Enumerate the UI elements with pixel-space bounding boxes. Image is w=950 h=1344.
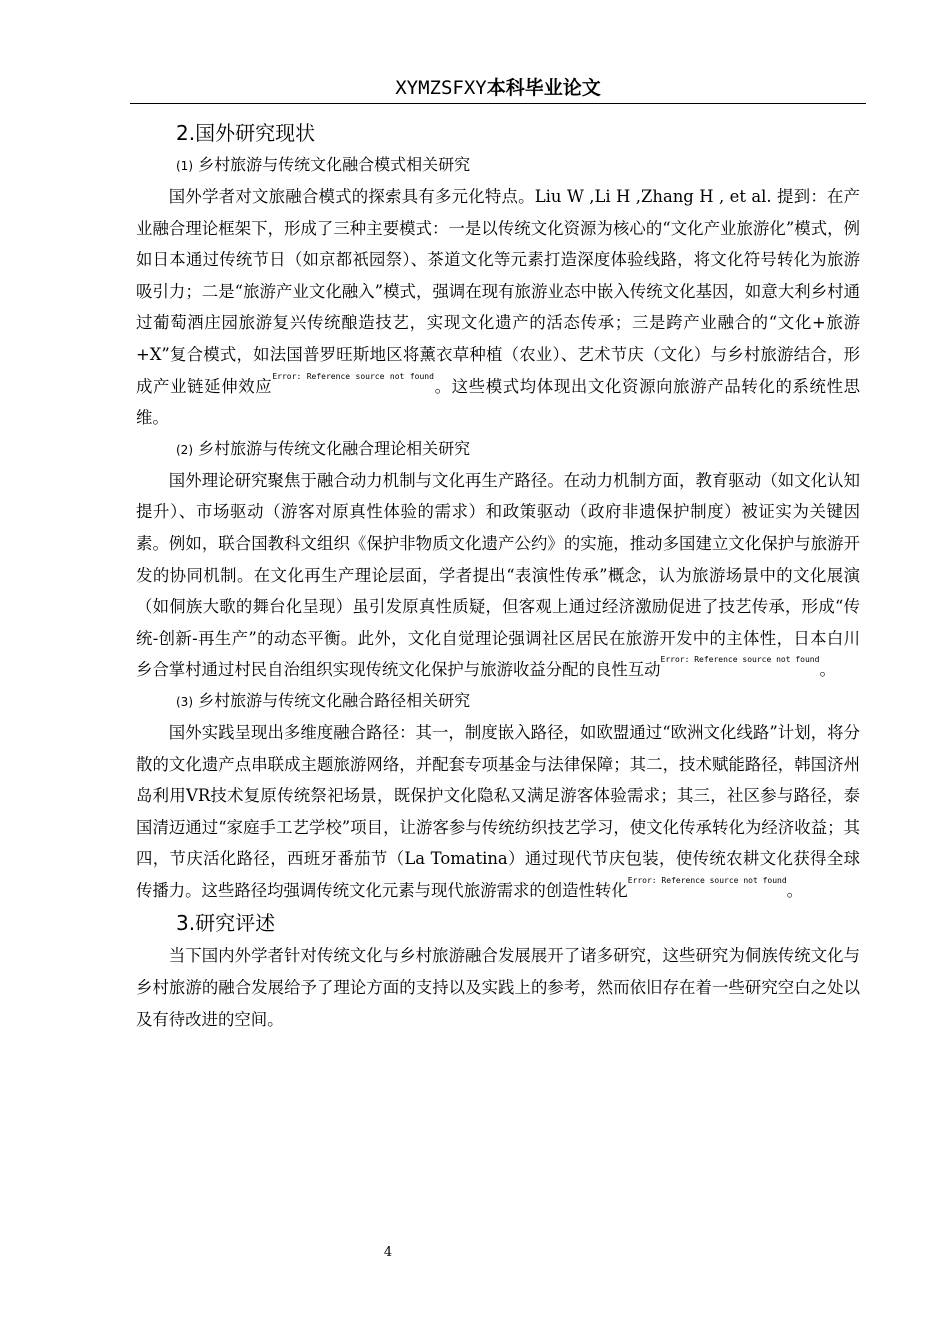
paragraph-theory — [136, 465, 860, 686]
header-title: 本科毕业论文 — [486, 77, 601, 99]
paragraph-tail: 。 — [819, 660, 836, 680]
header-code: XYMZSFXY — [395, 77, 487, 99]
subsection-heading-mode — [136, 150, 860, 181]
paragraph-text: 国外学者对文旅融合模式的探索具有多元化特点。Liu W ,Li H ,Zhang H , et al. 提到：在产业融合理论框架下，形成了三种主要模式：一是以传统文化资源为核心的“文化产业旅游化”模式，例如日本通过传统节日（如京都祇园祭）、茶道文化等元素打造深度体验线路，将文化符号转化为旅游吸引力；二是“旅游产业文化融入”模式，强调在现有旅游业态中嵌入传统文化基因，如意大利乡村通过葡萄酒庄园旅游复兴传统酿造技艺，实现文化遗产的活态传承；三是跨产业融合的“文化+旅游+X”复合模式，如法国普罗旺斯地区将薰衣草种植（农业）、艺术节庆（文化）与乡村旅游结合，形成产业链延伸效应 — [136, 187, 860, 396]
subsection-title: 乡村旅游与传统文化融合模式相关研究 — [198, 155, 471, 174]
paragraph-mode — [136, 181, 860, 434]
paragraph-review: 当下国内外学者针对传统文化与乡村旅游融合发展展开了诸多研究，这些研究为侗族传统文化与乡村旅游的融合发展给予了理论方面的支持以及实践上的参考，然而依旧存在着一些研究空白之处以及有待改进的空间。 — [136, 946, 860, 1029]
subsection-number: (3) — [176, 694, 193, 709]
paragraph-text: 国外理论研究聚焦于融合动力机制与文化再生产路径。在动力机制方面，教育驱动（如文化认知提升）、市场驱动（游客对原真性体验的需求）和政策驱动（政府非遗保护制度）被证实为关键因素。例如，联合国教科文组织《保护非物质文化遗产公约》的实施，推动多国建立文化保护与旅游开发的协同机制。在文化再生产理论层面，学者提出“表演性传承”概念，认为旅游场景中的文化展演（如侗族大歌的舞台化呈现）虽引发原真性质疑，但客观上通过经济激励促进了技艺传承，形成“传统-创新-再生产”的动态平衡。此外，文化自觉理论强调社区居民在旅游开发中的主体性，日本白川乡合掌村通过村民自治组织实现传统文化保护与旅游收益分配的良性互动 — [136, 470, 860, 680]
subsection-heading-path — [136, 686, 860, 717]
paragraph-path — [136, 717, 860, 907]
page-number: 4 — [383, 1245, 393, 1260]
section-heading-review: 3.研究评述 — [176, 911, 276, 936]
subsection-title: 乡村旅游与传统文化融合理论相关研究 — [198, 438, 471, 458]
subsection-heading-theory — [136, 434, 860, 465]
document-body — [136, 116, 860, 1035]
subsection-title: 乡村旅游与传统文化融合路径相关研究 — [198, 690, 471, 710]
reference-error: Error: Reference source not found — [660, 655, 820, 665]
subsection-number: (1) — [176, 159, 193, 173]
page-header — [130, 70, 866, 106]
section-heading-foreign-research: 2.国外研究现状 — [176, 121, 316, 145]
paragraph-tail: 。 — [786, 880, 804, 900]
paragraph-tail: 。这些模式均体现出文化资源向旅游产品转化的系统性思维。 — [136, 376, 861, 428]
reference-error: Error: Reference source not found — [272, 371, 434, 381]
subsection-number: (2) — [176, 442, 193, 457]
paragraph-text: 国外实践呈现出多维度融合路径：其一，制度嵌入路径，如欧盟通过“欧洲文化线路”计划，将分散的文化遗产点串联成主题旅游网络，并配套专项基金与法律保障；其二，技术赋能路径，韩国济州岛利用VR技术复原传统祭祀场景，既保护文化隐私又满足游客体验需求；其三，社区参与路径，泰国清迈通过“家庭手工艺学校”项目，让游客参与传统纺织技艺学习，使文化传承转化为经济收益；其四，节庆活化路径，西班牙番茄节（La Tomatina）通过现代节庆包装，使传统农耕文化获得全球传播力。这些路径均强调传统文化元素与现代旅游需求的创造性转化 — [136, 722, 860, 900]
header-rule — [130, 103, 866, 104]
reference-error: Error: Reference source not found — [627, 875, 787, 885]
